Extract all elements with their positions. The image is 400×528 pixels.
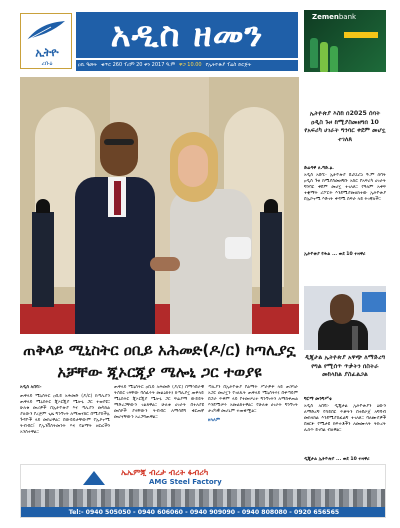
edition-logo xyxy=(20,13,72,69)
ad-brand xyxy=(312,13,356,21)
zemen-bank-ad[interactable] xyxy=(304,10,386,72)
article-text: ጠቅላይ ሚኒስትር ዐቢይ አሕመድ (ዶ/ር) ከጣሊያን ጠቅላይ ሚኒስትር ጂኦርጂያ ሜሎኒ ጋር ተወያዩ። ሁለቱ መሪዎች በኢትዮጵያ እና ጣሊያን መካከል ያለውን የረጅም ጊዜ ግንኙነት ለማጠናከር በሚያስችሉ ጉዳዮች ላይ መክረዋል። በውይይታቸውም የኢኮኖሚ ትብብር፣ የኢንቨስትመንት እና የልማት ዘርፎችን አንስተዋል። xyxy=(20,394,110,435)
bottle-graphic xyxy=(320,42,328,72)
lead-headline[interactable]: ጠቅላይ ሚኒስትር ዐቢይ አሕመድ(ዶ/ር) ከጣሊያኗ አቻቸው ጂኦርጂያ ሜሎኒ ጋር ተወያዩ xyxy=(23,341,296,381)
handshake xyxy=(150,257,180,271)
guard-hat xyxy=(264,199,278,213)
sidebar-headline[interactable]: ኢትዮጵያ እስከ በ2025 ሰባት ዐዲስ ጉዞ ከሚያስመዘግበ 10 የአፍሪካ ሀገራት ግንባር ቀደም መሆኗ ተገለጸ xyxy=(304,110,386,143)
microphone xyxy=(352,326,358,350)
masthead-publisher: የኢትዮጵያ ፕሬስ ድርጅት xyxy=(205,62,252,68)
article-column-1 xyxy=(20,385,110,460)
ad-cta-bar xyxy=(344,32,378,38)
speaker-head xyxy=(330,294,354,324)
bottle-graphic xyxy=(330,46,338,72)
steel-products-image xyxy=(21,489,386,507)
article-text: ጠቅላይ ሚኒስትር ዐቢይ አሕመድ (ዶ/ር) በማኅበራዊ ትስስር ገጻቸው ባሰፈሩት መልዕክት፤ ከጣሊያኗ ጠቅላይ ሚኒስትር ጂኦርጂያ ሜሎኒ ጋር ፍሬያማ ውይይት ማድረጋቸውን ገልጸዋል። ሁለቱ ሀገራት በተለያዩ መስኮች ያላቸውን ትብብር ለማሳደግ ቁርጠኛ መሆናቸውን አረጋግጠዋል። xyxy=(114,385,204,420)
guard-figure xyxy=(32,212,54,307)
sidebar-author-2: ግርማ መንግሥቴ xyxy=(304,397,332,402)
sidebar-author: ድሬዳዋ ለ.ግድ.ፅ. xyxy=(304,166,334,171)
lead-photo xyxy=(20,77,299,334)
sidebar-continued[interactable]: ኢትዮጵያ የሕል ... ወደ 10 ተዛዋሪ xyxy=(304,252,366,257)
sidebar-headline-2[interactable]: ዲጂታል ኢትዮጵያ አዋጭ ለማድረግ የግል የሚሰጥ ጥቃትን በስትራ መከላከል ያስፈልጋል xyxy=(304,354,386,378)
handbag xyxy=(225,237,251,259)
italian-pm-figure xyxy=(170,189,252,334)
guard-hat xyxy=(36,199,50,213)
masthead-info-bar xyxy=(76,60,298,71)
glasses xyxy=(104,139,134,145)
newspaper-title: አዲስ ዘመን xyxy=(76,12,298,58)
ad-brand-name: Zemen xyxy=(312,13,339,21)
red-carpet xyxy=(20,304,299,334)
article-byline: ዘላለም xyxy=(208,418,221,423)
edition-day: ረቡዕ xyxy=(41,60,53,67)
sidebar-text-2: አዲስ አበባ፡- ዲጂታል ኢትዮጵያን ዕውን ለማድረግ የሳይበር ጥቃትን በተደራጀ አግባብ መከላከል እንደሚያስፈልግ ተገለጸ። ባለሙያዎች በዘርፉ የሚታዩ ክፍተቶችን ለመሙላት ትኩረት ሊሰጥ ይገባል ብለዋል። xyxy=(304,404,386,433)
speaker-body xyxy=(318,320,368,350)
guard-figure xyxy=(260,212,282,307)
background-screen xyxy=(362,292,386,312)
bottle-graphic xyxy=(310,38,318,68)
masthead-issue: ቁጥር 260 ፕሪም 20 ቀን 2017 ዓ.ም xyxy=(101,62,176,68)
tie xyxy=(114,181,121,215)
ad-name-amharic: ኤኤምጂ ብረታ ብረት ፋብሪካ xyxy=(121,468,209,477)
masthead-year: ዐቢ ዓመት xyxy=(78,62,98,68)
sidebar-photo xyxy=(304,286,386,350)
quill-icon xyxy=(25,20,67,42)
amg-logo-icon xyxy=(83,471,105,485)
face xyxy=(178,145,208,187)
head xyxy=(100,122,138,176)
article-column-3 xyxy=(208,385,298,460)
ad-brand-sub: bank xyxy=(338,13,357,21)
ad-name-english: AMG Steel Factory xyxy=(149,478,222,486)
ad-phone-numbers: Tel:- 0940 505050 - 0940 606060 - 0940 909090 - 0940 808080 - 0920 656565 xyxy=(21,507,386,518)
sidebar-continued-2[interactable]: ዲጂታል ኢትዮጵያ ... ወደ 10 ተዛዋሪ xyxy=(304,457,370,462)
masthead-price: ዋጋ 10.00 xyxy=(179,62,202,68)
article-dateline: አዲስ አበባ፡- xyxy=(20,385,42,390)
sidebar-text: አዲስ አበባ፡- ኢትዮጵያ በ2025 ዓ.ም ሰባት ዐዲስ ጉዞ ከሚያስመዘግቡ አስር የአፍሪካ ሀገራት ግንባር ቀደም መሆኗ ተገለጸ። የዓለም አቀፍ ተቋማት ሪፖርት እንደሚያመለክተው ኢትዮጵያ በኢኮኖሚ እድገት ቀዳሚ ስፍራ ላይ ትገኛለች። xyxy=(304,173,386,202)
edition-badge: ኢትዮ xyxy=(35,46,59,59)
article-text: ጣሊያን በኢትዮጵያ የልማት ሥራዎች ላይ ጠንካራ አጋር መሆኗን የገለጹት ጠቅላይ ሚኒስትሩ፤ በቀጣይም በጋራ ጥቅም ላይ የተመሠረተ ግንኙነትን ለማስቀጠል እንደሚሠሩ አመልክተዋል። የሁለቱ ሀገራት ግንኙነት ታሪካዊ መሆኑም ተጠቁሟል። xyxy=(208,385,298,414)
article-column-2 xyxy=(114,385,204,460)
amg-steel-ad[interactable] xyxy=(20,464,386,518)
